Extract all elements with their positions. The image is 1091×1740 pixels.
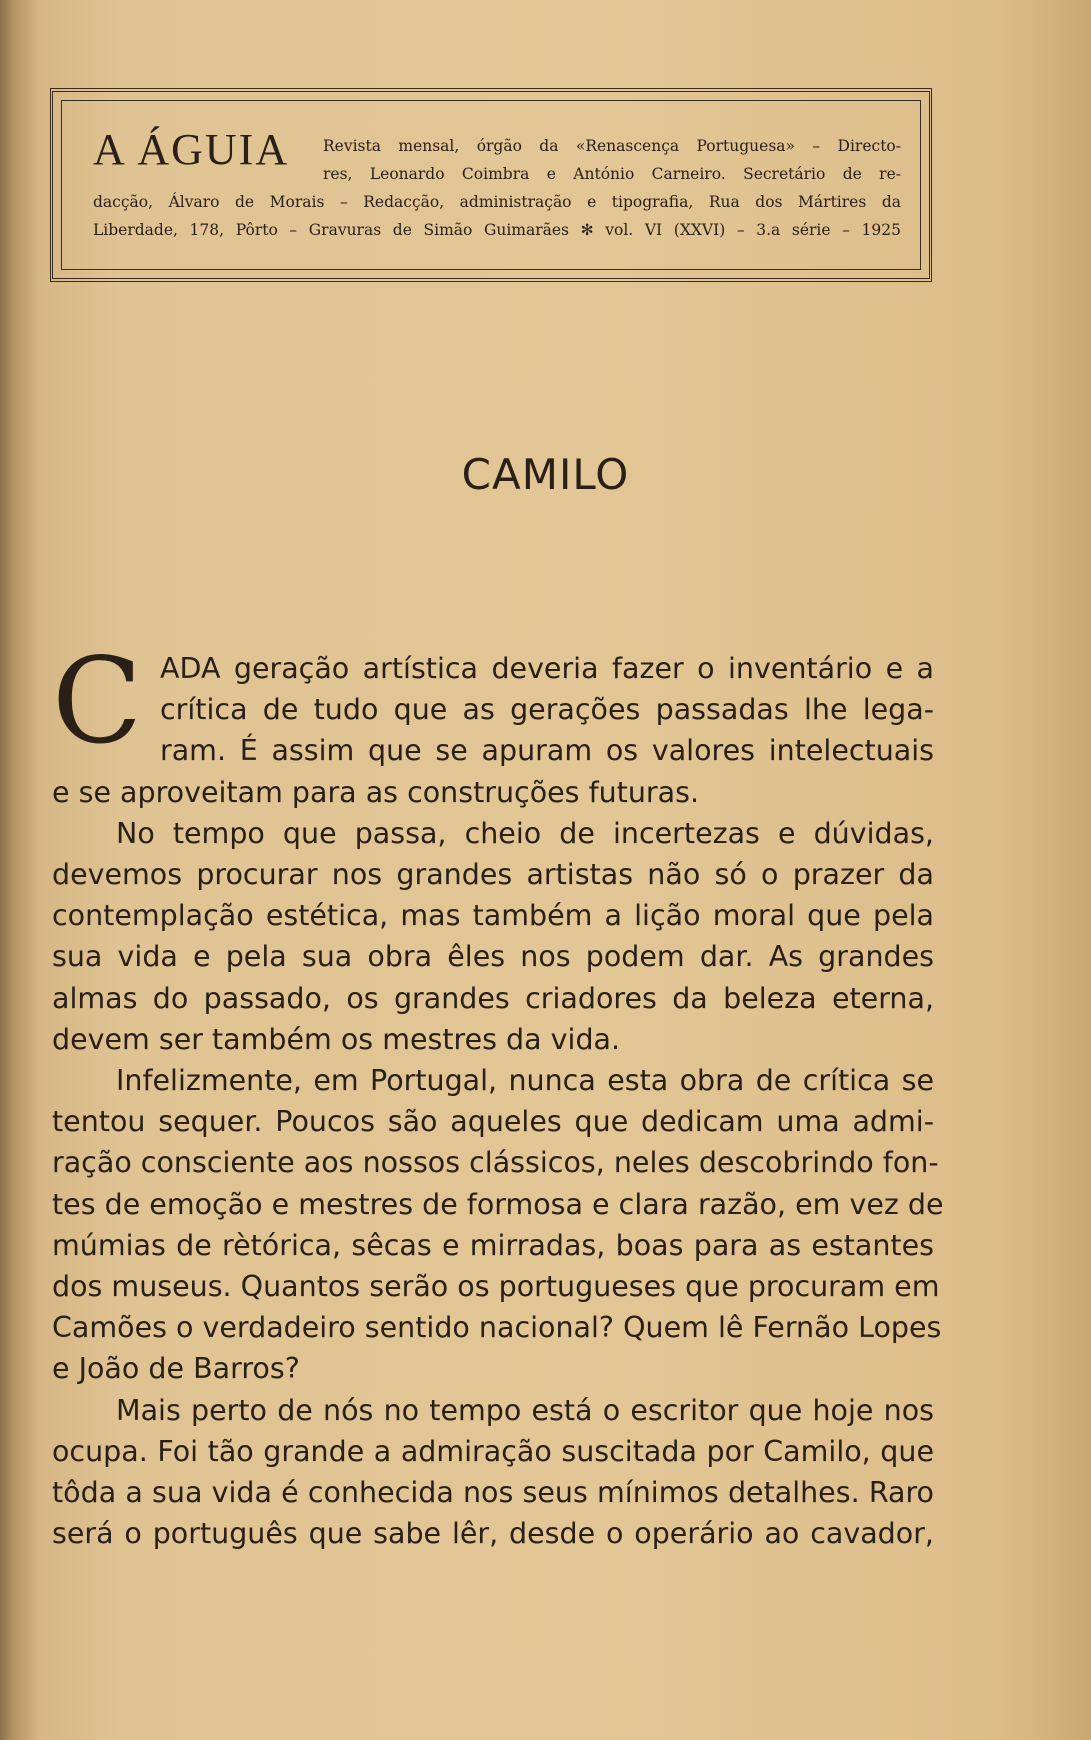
body-line: tôda a sua vida é conhecida nos seus mínimos detalhes. Raro: [52, 1476, 934, 1510]
masthead-line: Liberdade, 178, Pôrto – Gravuras de Simão Guimarães ✻ vol. VI (XXVI) – 3.a série – 1925: [93, 221, 901, 239]
masthead-text: [93, 132, 901, 244]
body-line: dos museus. Quantos serão os portugueses que procuram em: [52, 1270, 940, 1304]
body-line: será o português que sabe lêr, desde o operário ao cavador,: [52, 1517, 934, 1551]
masthead-line: dacção, Álvaro de Morais – Redacção, administração e tipografia, Rua dos Mártires da: [93, 193, 901, 211]
body-line: múmias de rètórica, sêcas e mirradas, boas para as estantes: [52, 1228, 934, 1262]
body-line: No tempo que passa, cheio de incertezas e dúvidas,: [116, 816, 934, 850]
body-line: ração consciente aos nossos clássicos, neles descobrindo fon-: [52, 1146, 939, 1180]
body-line: sua vida e pela sua obra êles nos podem dar. As grandes: [52, 940, 934, 974]
body-line: ocupa. Foi tão grande a admiração suscitada por Camilo, que: [52, 1434, 934, 1468]
body-line: devem ser também os mestres da vida.: [52, 1022, 621, 1056]
body-line: Mais perto de nós no tempo está o escritor que hoje nos: [116, 1393, 934, 1427]
body-line: ram. É assim que se apuram os valores intelectuais: [160, 734, 934, 768]
drop-cap: C: [52, 632, 143, 770]
body-line: contemplação estética, mas também a lição moral que pela: [52, 899, 934, 933]
body-line: tentou sequer. Poucos são aqueles que dedicam uma admi-: [52, 1105, 934, 1139]
journal-logo: A ÁGUIA: [93, 125, 290, 174]
body-line: Infelizmente, em Portugal, nunca esta obra de crítica se: [116, 1064, 934, 1098]
body-line: crítica de tudo que as gerações passadas lhe lega-: [160, 693, 934, 727]
body-line: Camões o verdadeiro sentido nacional? Quem lê Fernão Lopes: [52, 1311, 942, 1345]
body-line: e se aproveitam para as construções futuras.: [52, 775, 700, 809]
masthead-box: [50, 88, 932, 282]
article-title: CAMILO: [461, 450, 630, 499]
body-line: tes de emoção e mestres de formosa e clara razão, em vez de: [52, 1187, 944, 1221]
body-line: e João de Barros?: [52, 1352, 300, 1386]
masthead-line: Revista mensal, órgão da «Renascença Portuguesa» – Directo-: [323, 137, 901, 155]
body-line: ADA geração artística deveria fazer o inventário e a: [160, 652, 934, 685]
body-line: almas do passado, os grandes criadores da beleza eterna,: [52, 981, 934, 1015]
article-body: [52, 648, 944, 1554]
masthead-line: res, Leonardo Coimbra e António Carneiro. Secretário de re-: [323, 165, 901, 183]
body-line: devemos procurar nos grandes artistas não só o prazer da: [52, 858, 934, 892]
